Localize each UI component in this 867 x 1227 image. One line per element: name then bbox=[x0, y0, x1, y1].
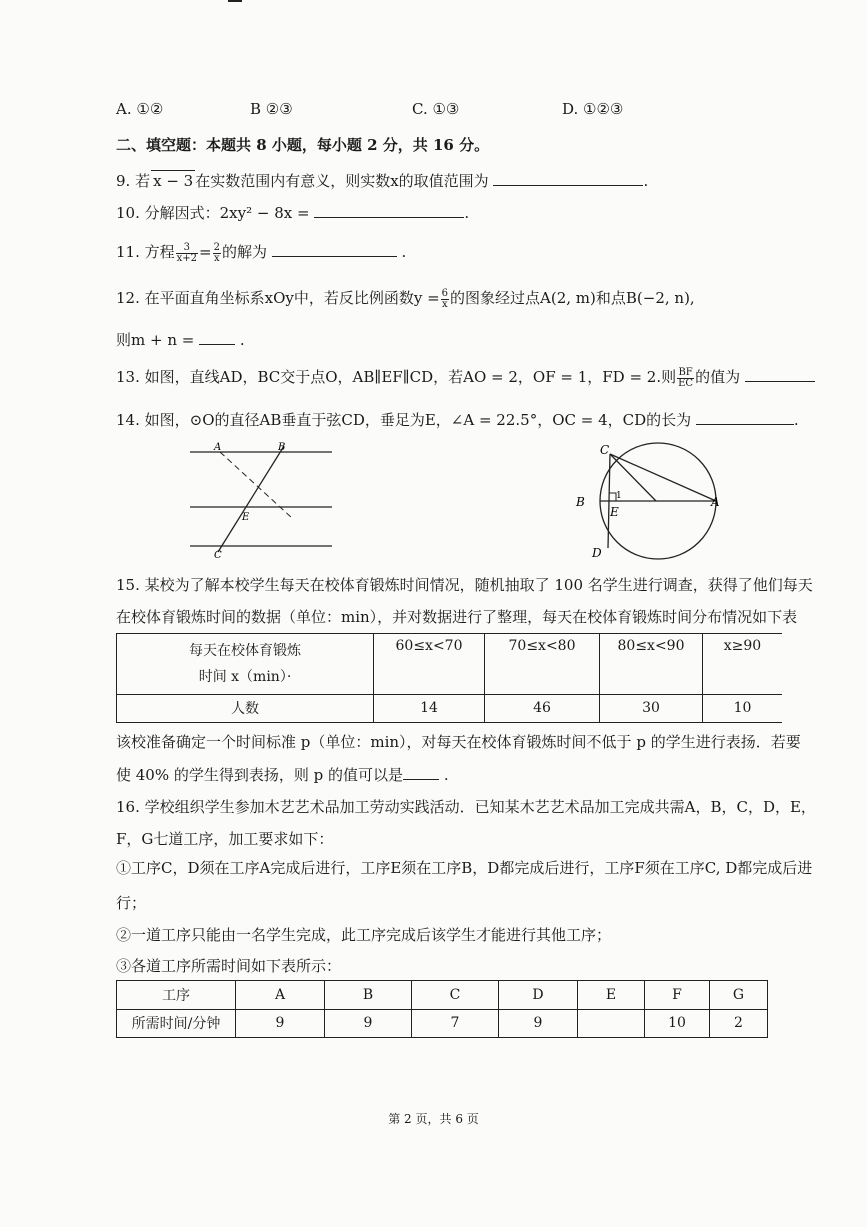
question-14 bbox=[116, 410, 799, 430]
q14-label-a: A bbox=[711, 495, 720, 509]
q11-answer-blank[interactable] bbox=[272, 242, 397, 257]
q12-post: 的图象经过点A(2, m)和点B(−2, n), bbox=[450, 289, 695, 307]
q16-step-d: D bbox=[499, 981, 578, 1010]
q15-table bbox=[116, 633, 782, 723]
q16-table-time-row bbox=[117, 1009, 768, 1038]
question-15-line2: 在校体育锻炼时间的数据（单位：min），并对数据进行了整理，每天在校体育锻炼时间分布情况如下表 bbox=[116, 608, 798, 626]
q12-end: . bbox=[239, 331, 245, 349]
q16-time-g: 2 bbox=[710, 1009, 768, 1038]
q14-end: . bbox=[793, 411, 799, 429]
q16-step-c: C bbox=[412, 981, 499, 1010]
q15-answer-blank[interactable] bbox=[403, 765, 439, 780]
question-16-rule3: ③各道工序所需时间如下表所示： bbox=[116, 957, 342, 975]
q16-step-f: F bbox=[645, 981, 710, 1010]
q9-end: . bbox=[643, 172, 649, 190]
q14-label-angle: 1 bbox=[616, 491, 622, 501]
q15-count-2: 46 bbox=[485, 694, 600, 722]
q12-line2-text: 则m + n = bbox=[116, 331, 195, 349]
question-16-rule1-cont: 行； bbox=[116, 894, 147, 912]
page-footer: 第 2 页，共 6 页 bbox=[388, 1112, 479, 1126]
q13-label-b: B bbox=[278, 442, 286, 453]
q16-table bbox=[116, 980, 768, 1038]
q12-pre: 12. 在平面直角坐标系xOy中，若反比例函数y = bbox=[116, 289, 440, 307]
question-13 bbox=[116, 367, 815, 389]
q15-header-time: 每天在校体育锻炼 时间 x（min）· bbox=[117, 634, 374, 695]
question-16-line2: F，G七道工序，加工要求如下： bbox=[116, 830, 334, 848]
question-12-line2 bbox=[116, 330, 245, 350]
q13-label-a: A bbox=[214, 442, 222, 453]
q11-post: 的解为 bbox=[221, 243, 267, 261]
q13-pre: 13. 如图，直线AD，BC交于点O，AB∥EF∥CD，若AO = 2，OF = 1，FD = 2.则 bbox=[116, 368, 677, 386]
q15-col-4: x≥90 bbox=[703, 634, 783, 695]
q15-col-2: 70≤x<80 bbox=[485, 634, 600, 695]
question-15-after1: 该校准备确定一个时间标准 p（单位：min），对每天在校体育锻炼时间不低于 p 的学生进行表扬．若要 bbox=[116, 733, 801, 751]
q14-label-e: E bbox=[610, 505, 619, 519]
q13-post: 的值为 bbox=[695, 368, 741, 386]
option-a: A. ①② bbox=[116, 100, 164, 118]
q15-col-1: 60≤x<70 bbox=[374, 634, 485, 695]
question-12 bbox=[116, 288, 695, 310]
q14-text: 14. 如图，⊙O的直径AB垂直于弦CD，垂足为E，∠A = 22.5°，OC = 4，CD的长为 bbox=[116, 411, 692, 429]
q12-fraction: $\frac{6}{x}$ bbox=[441, 287, 449, 310]
q14-label-d: D bbox=[592, 546, 602, 560]
top-scan-mark bbox=[228, 0, 242, 2]
q13-figure bbox=[180, 440, 350, 560]
q16-time-f: 10 bbox=[645, 1009, 710, 1038]
q15-count-4: 10 bbox=[703, 694, 783, 722]
q10-text: 10. 分解因式：2xy² − 8x = bbox=[116, 204, 310, 222]
question-16-rule1: ①工序C，D须在工序A完成后进行，工序E须在工序B，D都完成后进行，工序F须在工序C, D都完成后进 bbox=[116, 859, 813, 877]
question-16-line1: 16. 学校组织学生参加木艺艺术品加工劳动实践活动．已知某木艺艺术品加工完成共需A，B，C，D，E， bbox=[116, 798, 816, 816]
q13-line-ad bbox=[220, 452, 292, 518]
q13-label-c: C bbox=[214, 550, 222, 560]
q15-row-label: 人数 bbox=[117, 694, 374, 722]
question-9 bbox=[116, 170, 648, 191]
q14-label-c: C bbox=[600, 443, 610, 457]
q13-answer-blank[interactable] bbox=[745, 367, 815, 382]
q16-time-d: 9 bbox=[499, 1009, 578, 1038]
q16-step-label: 工序 bbox=[117, 981, 236, 1010]
q11-fraction-left: $\frac{3}{x+2}$ bbox=[176, 241, 198, 264]
q16-time-a: 9 bbox=[236, 1009, 325, 1038]
q13-line-bc bbox=[218, 446, 284, 552]
q9-answer-blank[interactable] bbox=[493, 171, 643, 186]
section-heading: 二、填空题：本题共 8 小题，每小题 2 分，共 16 分。 bbox=[116, 136, 490, 154]
option-b: B ②③ bbox=[250, 100, 293, 118]
q11-end: . bbox=[401, 243, 407, 261]
question-10 bbox=[116, 203, 469, 223]
q15-count-1: 14 bbox=[374, 694, 485, 722]
q12-answer-blank[interactable] bbox=[199, 330, 235, 345]
option-d: D. ①②③ bbox=[562, 100, 624, 118]
q16-step-e: E bbox=[578, 981, 645, 1010]
q16-time-c: 7 bbox=[412, 1009, 499, 1038]
q16-time-e bbox=[578, 1009, 645, 1038]
q9-post: 在实数范围内有意义，则实数x的取值范围为 bbox=[195, 172, 489, 190]
q15-count-3: 30 bbox=[600, 694, 703, 722]
q10-answer-blank[interactable] bbox=[314, 203, 464, 218]
q13-fraction: $\frac{BF}{EC}$ bbox=[678, 366, 694, 389]
q10-end: . bbox=[464, 204, 470, 222]
q14-right-angle-mark bbox=[609, 493, 616, 501]
q16-step-g: G bbox=[710, 981, 768, 1010]
q14-answer-blank[interactable] bbox=[696, 410, 794, 425]
q16-step-a: A bbox=[236, 981, 325, 1010]
q16-step-b: B bbox=[325, 981, 412, 1010]
q15-table-count-row bbox=[117, 694, 783, 722]
q15-after2-text: 使 40% 的学生得到表扬，则 p 的值可以是 bbox=[116, 766, 404, 784]
question-15-after2 bbox=[116, 765, 449, 785]
q14-label-b: B bbox=[576, 495, 585, 509]
q11-pre: 11. 方程 bbox=[116, 243, 175, 261]
q16-time-b: 9 bbox=[325, 1009, 412, 1038]
q14-figure bbox=[570, 440, 730, 565]
question-15-line1: 15. 某校为了解本校学生每天在校体育锻炼时间情况，随机抽取了 100 名学生进行调查，获得了他们每天 bbox=[116, 576, 813, 594]
question-16-rule2: ②一道工序只能由一名学生完成，此工序完成后该学生才能进行其他工序； bbox=[116, 926, 612, 944]
q13-label-e: E bbox=[242, 512, 250, 523]
q15-col-3: 80≤x<90 bbox=[600, 634, 703, 695]
option-c: C. ①③ bbox=[412, 100, 460, 118]
q16-time-label: 所需时间/分钟 bbox=[117, 1009, 236, 1038]
q11-fraction-right: $\frac{2}{x}$ bbox=[213, 241, 220, 264]
q11-equals: = bbox=[199, 243, 212, 261]
question-11 bbox=[116, 242, 406, 264]
q15-end: . bbox=[443, 766, 449, 784]
q16-table-step-row bbox=[117, 981, 768, 1010]
q15-table-header-row bbox=[117, 634, 783, 695]
q9-pre: 9. 若 bbox=[116, 172, 151, 190]
q9-radical: x − 3 bbox=[153, 172, 194, 190]
